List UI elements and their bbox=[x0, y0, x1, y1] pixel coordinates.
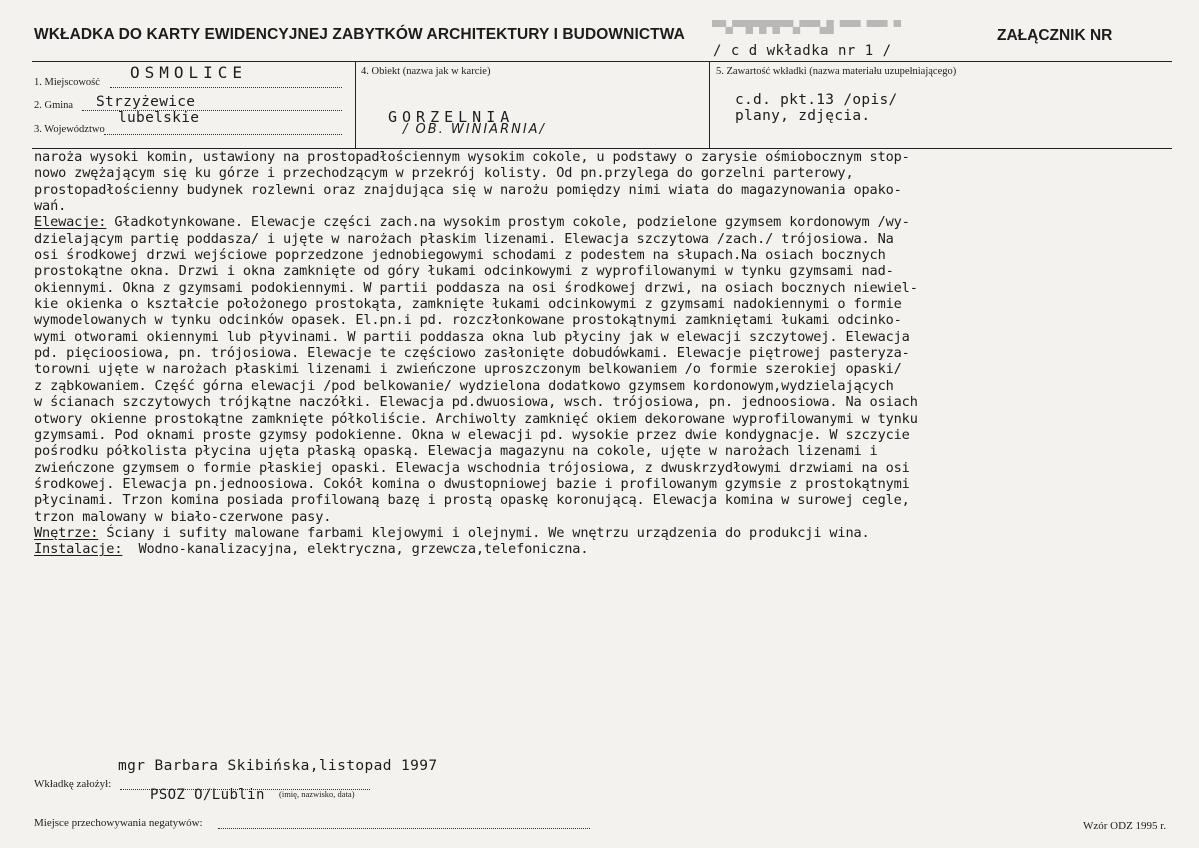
wnetrze-line: Wnętrze: Ściany i sufity malowane farbami klejowymi i olejnymi. We wnętrzu urządzenia do produkcji wina. bbox=[34, 524, 870, 541]
text-line: naroża wysoki komin, ustawiony na prostopadłościennym wysokim cokole, u podstawy o zarysie ośmiobocznym stop- bbox=[34, 149, 910, 165]
text-line: pd. pięcioosiowa, pn. trójosiowa. Elewacje te częściowo zasłonięte dobudówkami. Elewacje piętrowej pasteryza- bbox=[34, 345, 910, 362]
sign-hint: (imię, nazwisko, data) bbox=[279, 789, 355, 799]
text-line: kie okienka o kształcie położonego prostokąta, zamknięte łukami odcinkowymi z gzymsami nadokiennymi o formie bbox=[34, 296, 902, 313]
text-line: osi środkowej drzwi wejściowe poprzedzone jednobiegowymi schodami z podestem na słupach.Na osiach bocznych bbox=[34, 247, 886, 264]
zalozyl-label: Wkładkę założył: bbox=[34, 778, 112, 790]
zawartosc-label: 5. Zawartość wkładki (nazwa materiału uzupełniającego) bbox=[716, 66, 957, 77]
continuation-note: / c d wkładka nr 1 / bbox=[713, 43, 892, 59]
wojewodztwo-value: lubelskie bbox=[118, 110, 200, 126]
text-line: wań. bbox=[34, 198, 67, 215]
gmina-value: Strzyżewice bbox=[96, 94, 196, 110]
table-top-line bbox=[32, 61, 1172, 62]
obiekt-handwritten-note: / OB. WINIARNIA/ bbox=[403, 122, 546, 137]
text-line: nowo zwężającym się ku górze i przechodzącym w przekrój kolisty. Od pn.przylega do gorzelni parterowy, bbox=[34, 165, 854, 182]
text-line: w ścianach szczytowych trójkątne naczółki. Elewacja pd.dwuosiowa, wsch. trójosiowa, pn. jednoosiowa. Na osiach bbox=[34, 394, 918, 411]
attachment-label: ZAŁĄCZNIK NR bbox=[997, 27, 1113, 44]
miejscowosc-value: OSMOLICE bbox=[130, 63, 248, 82]
gmina-label: 2. Gmina bbox=[34, 100, 74, 111]
form-title: WKŁADKA DO KARTY EWIDENCYJNEJ ZABYTKÓW ARCHITEKTURY I BUDOWNICTWA bbox=[34, 26, 685, 43]
text-line: dzielającym partię poddasza/ i ujęte w narożach płaskim lizenami. Elewacja szczytowa /zach./ trójosiowa. Na bbox=[34, 230, 894, 247]
obiekt-label: 4. Obiekt (nazwa jak w karcie) bbox=[361, 66, 491, 77]
text-line: torowni ujęte w narożach płaskimi lizenami i zwieńczone uproszczonym belkowaniem /o formie szerokiej opaski/ bbox=[34, 361, 902, 378]
text-line: zwieńczone gzymsem o formie płaskiej opaski. Elewacja wschodnia trójosiowa, z dwuskrzydłowymi drzwiami na osi bbox=[34, 459, 910, 476]
obiekt-value: GORZELNIA bbox=[388, 108, 515, 126]
text-line: wymodelowanych w tynku odcinków opasek. El.pn.i pd. rozczłonkowane prostokątnymi zamkniętami łukami odcinko- bbox=[34, 312, 902, 329]
negatives-label: Miejsce przechowywania negatywów: bbox=[34, 817, 203, 829]
text-line: trzon malowany w biało-czerwone pasy. bbox=[34, 508, 332, 525]
crossed-out-stamp: ▀▀▄▀▀█▀█▀█▀▀▄▀▀▀▄█ ▀▀▀ ▀▀▀ ▀ bbox=[712, 20, 901, 34]
text-line: prostokątne okna. Drzwi i okna zamknięte od góry łukami odcinkowymi z wyprofilowanymi w tynku gzymsami nad- bbox=[34, 263, 894, 280]
institution: PSOZ O/Lublin bbox=[150, 787, 265, 803]
text-line: okiennymi. Okna z gzymsami podokiennymi. W partii poddasza na osi środkowej drzwi, na osiach bocznych niewiel- bbox=[34, 279, 918, 296]
text-line: wymi otworami okiennymi lub płyvinami. W partii poddasza okna lub płyciny jak w elewacji szczytowej. Elewacja bbox=[34, 328, 910, 345]
author-line: mgr Barbara Skibińska,listopad 1997 bbox=[118, 758, 438, 774]
description-text bbox=[34, 149, 1184, 558]
miejscowosc-dots bbox=[110, 87, 342, 88]
text-line: prostopadłościenny budynek rozlewni oraz znajdująca się w narożu pomiędzy nimi wiata do magazynowania opako- bbox=[34, 181, 902, 198]
text-line: płycinami. Trzon komina posiada profilowaną bazę i prostą opaskę koronującą. Elewacja komina w surowej cegle, bbox=[34, 492, 910, 509]
miejscowosc-label: 1. Miejscowość bbox=[34, 77, 100, 88]
elewacje-first-line: Elewacje: Gładkotynkowane. Elewacje części zach.na wysokim prostym cokole, podzielone gzymsem kordonowym /wy- bbox=[34, 214, 910, 231]
text-line: środkowej. Elewacja pn.jednoosiowa. Cokół komina o dwustopniowej bazie i profilowanym gzymsie z prostokątnymi bbox=[34, 475, 910, 492]
text-line: z ząbkowaniem. Część górna elewacji /pod belkowanie/ wydzielona dodatkowo gzymsem kordonowym,wydzielających bbox=[34, 377, 894, 394]
wojewodztwo-dots bbox=[104, 134, 342, 135]
text-line: gzymsami. Pod oknami proste gzymsy podokienne. Okna w elewacji pd. wysokie przez dwie kondygnacje. W szczycie bbox=[34, 426, 910, 443]
negatives-dots bbox=[218, 828, 590, 829]
column-divider-1 bbox=[355, 62, 356, 148]
wnetrze-heading: Wnętrze: bbox=[34, 524, 99, 541]
column-divider-2 bbox=[709, 62, 710, 148]
zawartosc-line-2: plany, zdjęcia. bbox=[735, 108, 871, 124]
wojewodztwo-label: 3. Województwo bbox=[34, 124, 105, 135]
zawartosc-line-1: c.d. pkt.13 /opis/ bbox=[735, 92, 898, 108]
instalacje-line: Instalacje: Wodno-kanalizacyjna, elektryczna, grzewcza,telefoniczna. bbox=[34, 541, 589, 558]
text-line: otwory okienne prostokątne zamknięte półkoliście. Archiwolty zamknięć okiem dekorowane wyprofilowanymi w tynku bbox=[34, 410, 918, 427]
form-pattern: Wzór ODZ 1995 r. bbox=[1083, 820, 1167, 832]
elewacje-heading: Elewacje: bbox=[34, 214, 107, 231]
text-line: pośrodku półkolista płycina ujęta płaską opaską. Elewacja magazynu na cokole, ujęte w narożach lizenami i bbox=[34, 443, 878, 460]
instalacje-heading: Instalacje: bbox=[34, 541, 123, 558]
